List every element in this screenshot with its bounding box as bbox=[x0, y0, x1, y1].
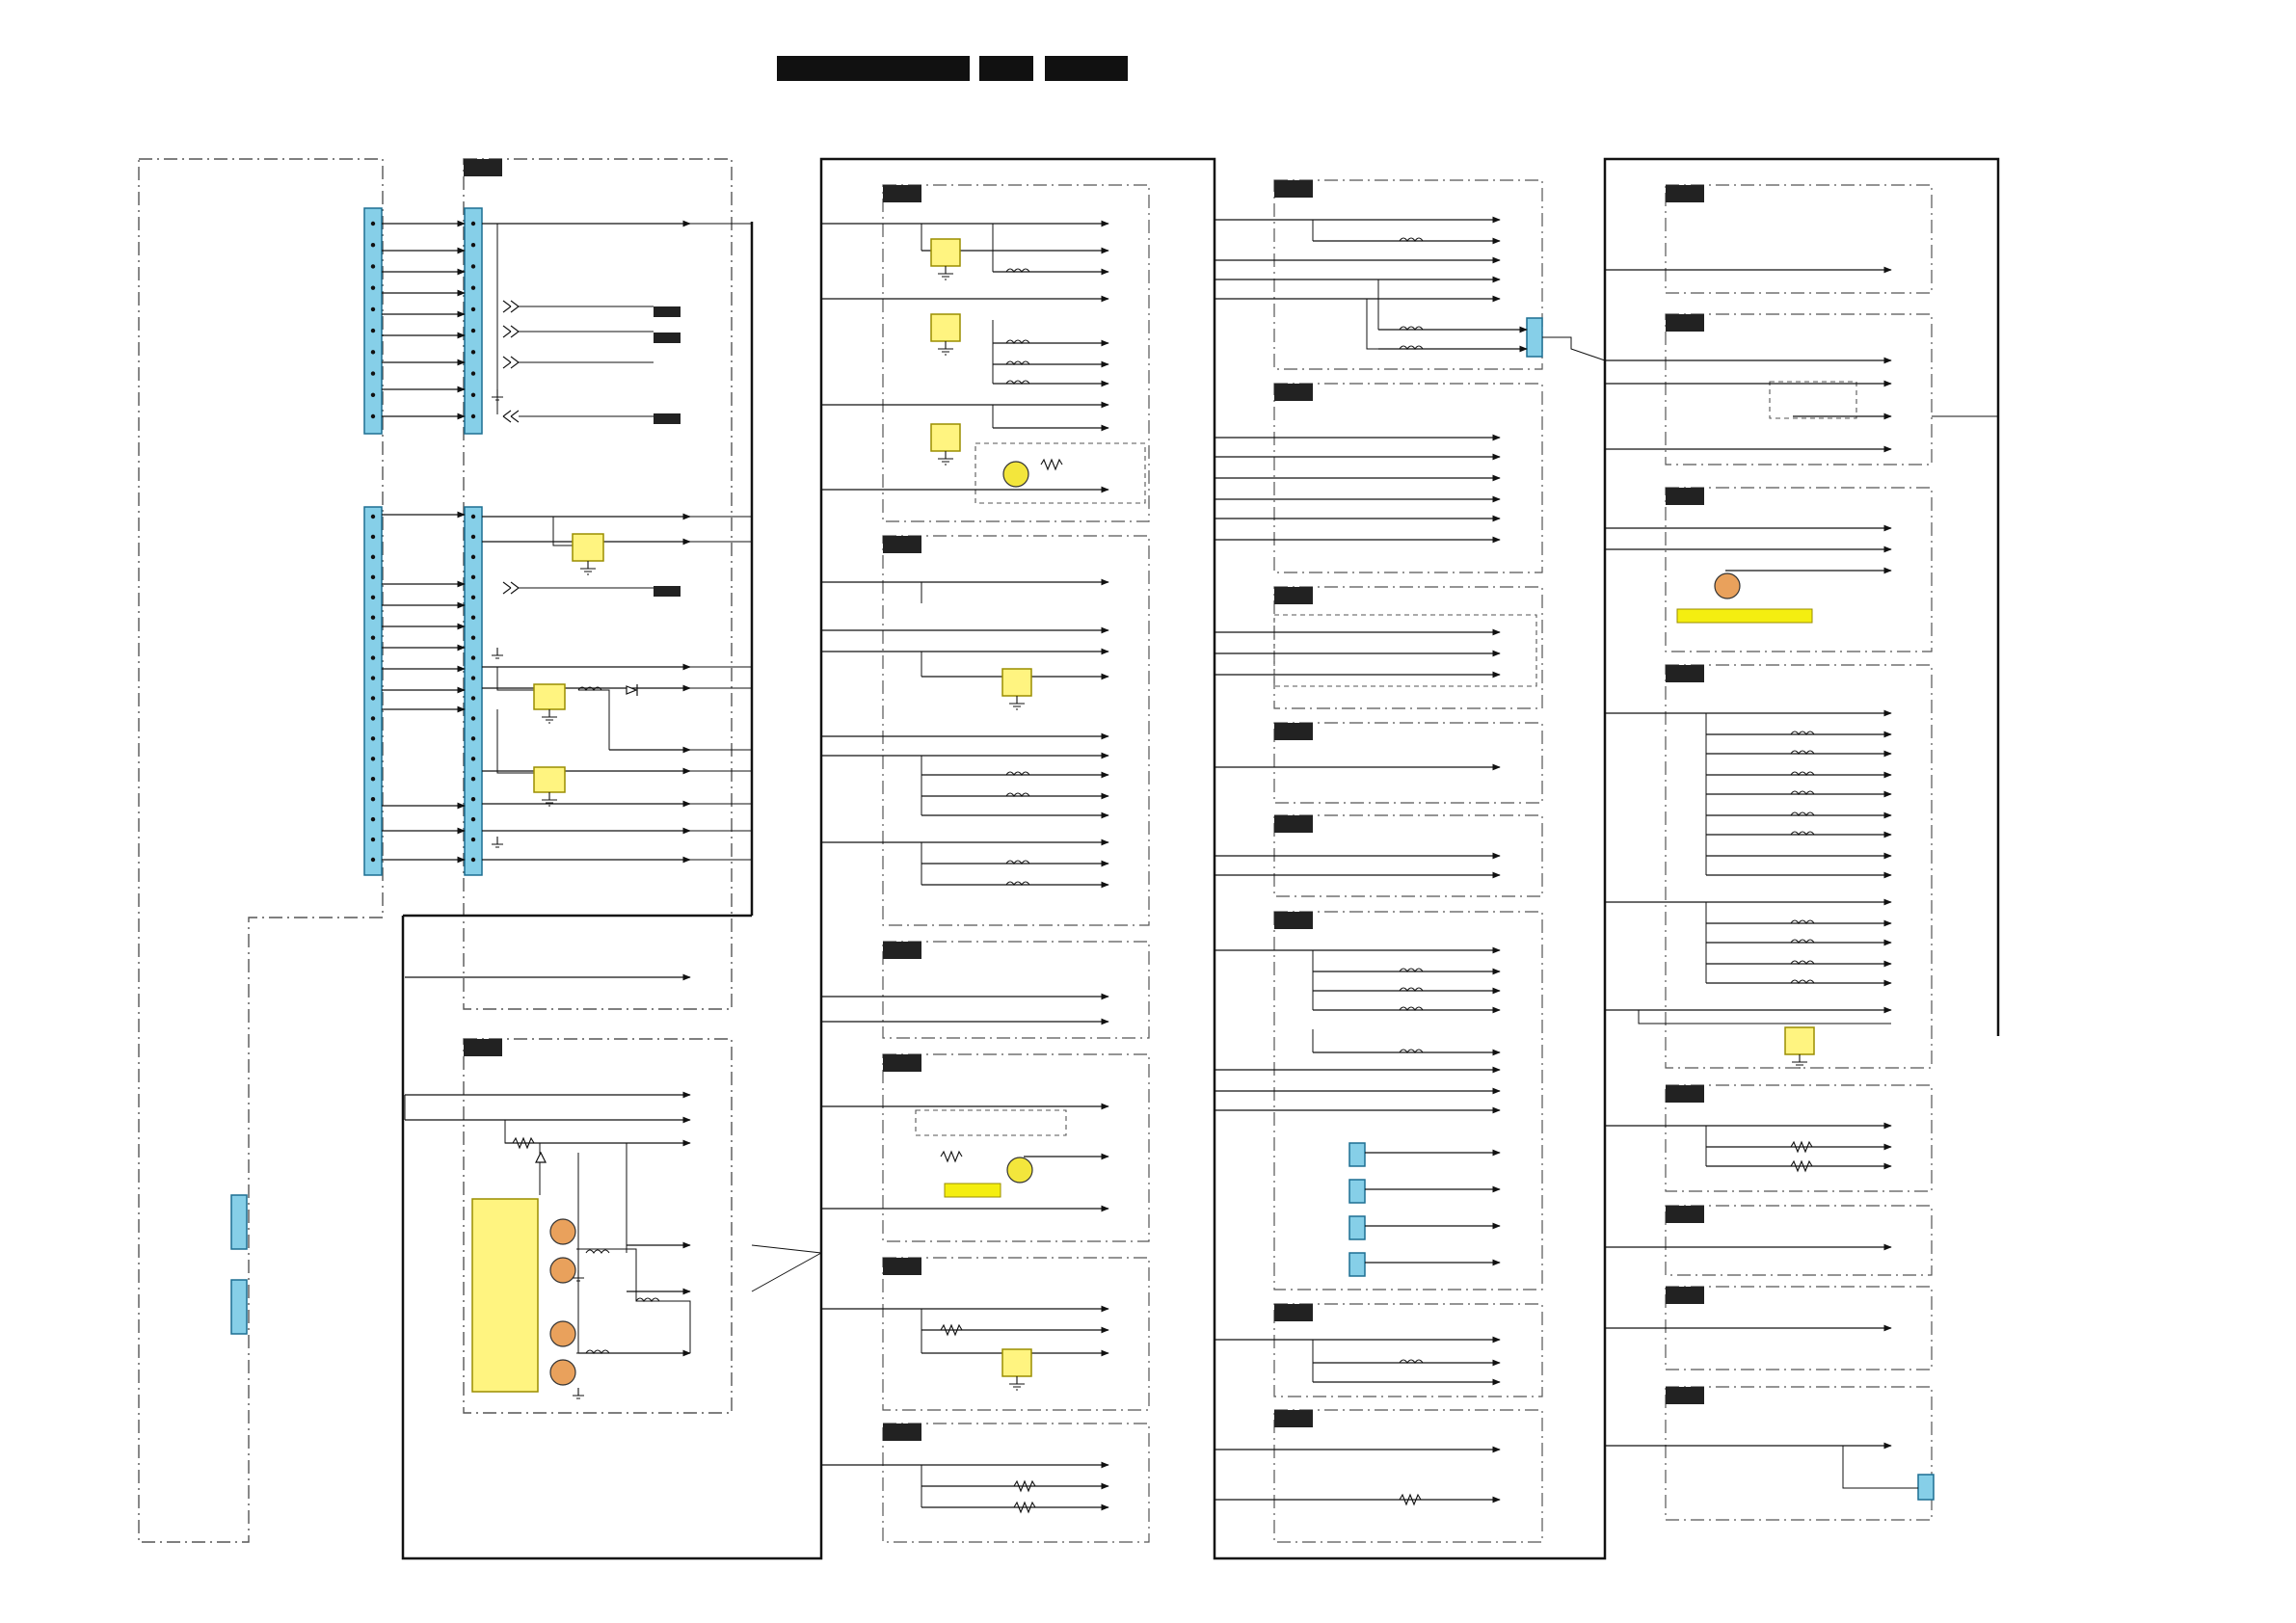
connector-pin bbox=[371, 736, 375, 740]
connector-pin bbox=[471, 350, 475, 354]
connector-pin bbox=[371, 596, 375, 599]
connector-pin bbox=[471, 243, 475, 247]
inner-dashed-boxes bbox=[916, 382, 1856, 1135]
connector-pin bbox=[471, 858, 475, 862]
connector-pin bbox=[371, 635, 375, 639]
signal-lines bbox=[382, 220, 1891, 1507]
connector-pin bbox=[471, 596, 475, 599]
sub-blocks bbox=[883, 180, 1932, 1542]
connector-pin bbox=[371, 264, 375, 268]
frame-solid bbox=[403, 159, 1998, 1558]
connector-pin bbox=[471, 736, 475, 740]
connector-pin bbox=[471, 515, 475, 519]
connector-pin bbox=[471, 222, 475, 226]
connector-pin bbox=[371, 838, 375, 841]
connector-pins bbox=[371, 222, 475, 862]
connector-pin bbox=[471, 555, 475, 559]
connector-pin bbox=[471, 616, 475, 620]
frame-left-dashdot bbox=[139, 159, 732, 1542]
connector-pin bbox=[371, 858, 375, 862]
connector-pin bbox=[471, 329, 475, 333]
connector-pin bbox=[371, 515, 375, 519]
connector-pin bbox=[471, 307, 475, 311]
diode-icon bbox=[536, 684, 637, 1162]
connector-pin bbox=[471, 838, 475, 841]
connector-pin bbox=[471, 575, 475, 579]
connector-pin bbox=[371, 757, 375, 760]
resistor-icons bbox=[513, 460, 1812, 1512]
connector-pin bbox=[371, 777, 375, 781]
connector-pin bbox=[371, 307, 375, 311]
connector-pin bbox=[471, 757, 475, 760]
connector-pin bbox=[471, 655, 475, 659]
connector-pin bbox=[471, 696, 475, 700]
connector-pin bbox=[371, 696, 375, 700]
connector-pin bbox=[371, 243, 375, 247]
connector-pin bbox=[371, 535, 375, 539]
wiring bbox=[405, 220, 1998, 1507]
connector-pin bbox=[471, 414, 475, 418]
connector-pin bbox=[371, 616, 375, 620]
connector-pin bbox=[471, 371, 475, 375]
block-tags bbox=[464, 159, 1704, 1441]
connector-pin bbox=[371, 285, 375, 289]
connector-pin bbox=[471, 777, 475, 781]
connector-pin bbox=[371, 797, 375, 801]
connector-pin bbox=[371, 555, 375, 559]
label-bars bbox=[945, 609, 1812, 1197]
transistor-icons bbox=[550, 462, 1740, 1385]
connector-pin bbox=[471, 393, 475, 397]
connector-pin bbox=[471, 676, 475, 679]
connector-pin bbox=[471, 535, 475, 539]
connector-pin bbox=[371, 716, 375, 720]
ic-chips bbox=[472, 239, 1814, 1392]
connector-pin bbox=[471, 635, 475, 639]
inductor-icons bbox=[578, 238, 1814, 1363]
connector-pin bbox=[471, 797, 475, 801]
connector-pin bbox=[371, 371, 375, 375]
connector-pin bbox=[371, 817, 375, 821]
connector-pin bbox=[371, 393, 375, 397]
connector-pin bbox=[371, 222, 375, 226]
connector-pin bbox=[471, 716, 475, 720]
connector-pin bbox=[371, 575, 375, 579]
connector-pin bbox=[371, 655, 375, 659]
connector-pin bbox=[471, 285, 475, 289]
connector-pin bbox=[371, 414, 375, 418]
connector-left-lower bbox=[364, 507, 482, 875]
connector-pin bbox=[371, 329, 375, 333]
connector-pin bbox=[371, 676, 375, 679]
connector-pin bbox=[371, 350, 375, 354]
connector-pin bbox=[471, 817, 475, 821]
connector-left-upper bbox=[364, 208, 482, 434]
connector-pin bbox=[471, 264, 475, 268]
